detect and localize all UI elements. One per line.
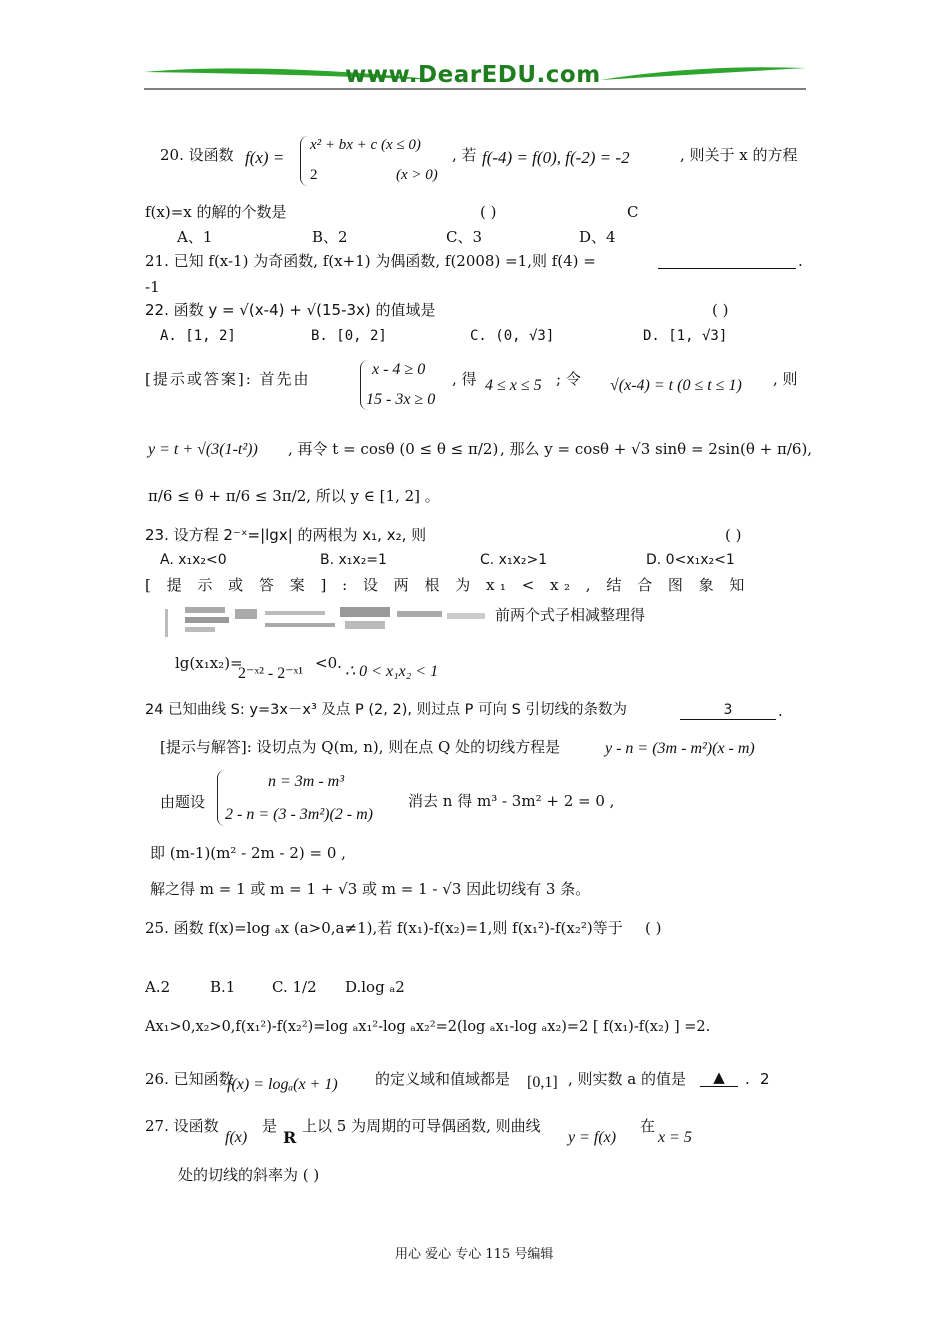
q20-option-c: C、3	[446, 228, 483, 246]
q21-dot: .	[798, 252, 803, 270]
q20-answer: C	[627, 203, 639, 221]
q27-b: 是	[262, 1117, 278, 1135]
q26-interval: [0,1]	[527, 1074, 558, 1091]
q27-line2: 处的切线的斜率为 ( )	[178, 1166, 320, 1184]
q22-option-b: B. [0, 2]	[311, 328, 387, 344]
q20-line2: f(x)=x 的解的个数是	[145, 203, 287, 221]
q27-curve: y = f(x)	[568, 1129, 617, 1146]
q22-sub: √(x-4) = t (0 ≤ t ≤ 1)	[610, 377, 742, 394]
q24-answer: 3	[680, 702, 776, 720]
q27-c: 上以 5 为周期的可导偶函数, 则曲线	[302, 1117, 541, 1135]
q24-ji: 即 (m-1)(m² - 2m - 2) = 0 ,	[150, 844, 346, 862]
q24-hint: [提示与解答]: 设切点为 Q(m, n), 则在点 Q 处的切线方程是	[160, 738, 561, 756]
q20-case2-cond: (x > 0)	[396, 167, 438, 183]
q22-range: 4 ≤ x ≤ 5	[485, 377, 542, 394]
q22-line2a: y = t + √(3(1-t²))	[148, 441, 258, 458]
right-swoosh	[600, 67, 806, 80]
q22-option-d: D. [1, √3]	[643, 328, 728, 344]
q22-sys1: x - 4 ≥ 0	[372, 361, 426, 378]
q23-line3c: <0.	[315, 654, 342, 672]
q22-option-a: A. [1, 2]	[160, 328, 236, 344]
q27-fx: f(x)	[225, 1129, 248, 1146]
q22-paren: ( )	[712, 301, 729, 319]
q23-line3d: ∴ 0 < x₁x₂ < 1	[345, 663, 439, 680]
q21-answer: -1	[145, 278, 160, 296]
q25-solution: Ax₁>0,x₂>0,f(x₁²)-f(x₂²)=log ₐx₁²-log ₐx₂²=2(log ₐx₁-log ₐx₂)=2 [ f(x₁)-f(x₂) ] =2.	[145, 1019, 711, 1035]
q27-point: x = 5	[658, 1129, 692, 1146]
q26-dot: .	[745, 1070, 750, 1088]
q23-line3a: lg(x₁x₂)=	[175, 654, 243, 672]
q20-case2: 2	[310, 167, 318, 183]
q22-line3: π/6 ≤ θ + π/6 ≤ 3π/2, 所以 y ∈ [1, 2] 。	[148, 487, 440, 505]
q26-answer: 2	[760, 1070, 770, 1088]
q20-cond: f(-4) = f(0), f(-2) = -2	[482, 148, 630, 167]
q21-blank	[658, 254, 796, 269]
q25-option-c: C. 1/2	[272, 978, 317, 996]
q27-a: 27. 设函数	[145, 1117, 219, 1135]
q25-option-b: B.1	[210, 978, 236, 996]
q24-stem: 24 已知曲线 S: y=3x－x³ 及点 P (2, 2), 则过点 P 可向 S 引切线的条数为	[145, 702, 627, 718]
site-logo: www.DearEDU.com	[345, 62, 601, 88]
q26-stem-c: , 则实数 a 的值是	[568, 1070, 687, 1088]
q22-ling: ; 令	[556, 370, 581, 388]
q22-sys2: 15 - 3x ≥ 0	[366, 391, 436, 408]
q22-line2b: , 再令 t = cosθ (0 ≤ θ ≤ π/2)	[288, 440, 499, 458]
q24-sys1: n = 3m - m³	[268, 773, 345, 790]
q23-paren: ( )	[725, 526, 742, 544]
q22-option-c: C. (0, √3]	[470, 328, 555, 344]
q26-triangle: ▲	[700, 1068, 738, 1087]
q24-tangent: y - n = (3m - m²)(x - m)	[605, 740, 755, 757]
q26-stem-b: 的定义域和值域都是	[375, 1070, 511, 1088]
q22-line2c: , 那么 y = cosθ + √3 sinθ = 2sin(θ + π/6),	[500, 440, 813, 458]
q23-option-c: C. x₁x₂>1	[480, 552, 548, 568]
q25-option-a: A.2	[145, 978, 171, 996]
q23-line3b: 2⁻ˣ² - 2⁻ˣ¹	[238, 665, 304, 682]
q20-option-d: D、4	[579, 228, 616, 246]
q24-eliminate: 消去 n 得 m³ - 3m² + 2 = 0 ,	[408, 792, 615, 810]
q24-solve: 解之得 m = 1 或 m = 1 + √3 或 m = 1 - √3 因此切线有 3 条。	[150, 880, 591, 898]
q22-ze: , 则	[773, 370, 798, 388]
q21-text: 21. 已知 f(x-1) 为奇函数, f(x+1) 为偶函数, f(2008) =1,则 f(4) =	[145, 252, 596, 270]
q23-hint: [ 提 示 或 答 案 ] : 设 两 根 为 x₁ < x₂ , 结 合 图 象 知	[145, 576, 750, 594]
q22-hint-label: [提示或答案]: 首先由	[145, 370, 311, 388]
footer: 用心 爱心 专心 115 号编辑	[395, 1247, 554, 1262]
q23-hint2: 前两个式子相减整理得	[495, 606, 646, 624]
q24-dot: .	[778, 702, 783, 720]
q23-stem: 23. 设方程 2⁻ˣ=|lgx| 的两根为 x₁, x₂, 则	[145, 526, 427, 544]
q20-ruo: , 若	[452, 146, 477, 164]
q20-brace	[300, 136, 309, 186]
q24-sys2: 2 - n = (3 - 3m²)(2 - m)	[225, 806, 373, 823]
q23-option-b: B. x₁x₂=1	[320, 552, 387, 568]
q20-paren: ( )	[480, 203, 497, 221]
q27-d: 在	[640, 1117, 656, 1135]
q25-paren: ( )	[645, 919, 662, 937]
q26-func: f(x) = logₐ(x + 1)	[227, 1076, 338, 1093]
q20-option-a: A、1	[177, 228, 213, 246]
q22-stem: 22. 函数 y = √(x-4) + √(15-3x) 的值域是	[145, 301, 436, 319]
q20-case1: x² + bx + c (x ≤ 0)	[310, 137, 421, 153]
q27-R: R	[283, 1128, 297, 1147]
q23-option-a: A. x₁x₂<0	[160, 552, 227, 568]
q26-stem-a: 26. 已知函数	[145, 1070, 234, 1088]
q20-tail: , 则关于 x 的方程	[680, 146, 798, 164]
q23-option-d: D. 0<x₁x₂<1	[646, 552, 735, 568]
q22-de: , 得	[452, 370, 477, 388]
q25-option-d: D.log ₐ2	[345, 978, 405, 996]
q24-youti: 由题设	[160, 793, 206, 811]
q20-intro: 20. 设函数	[160, 146, 234, 164]
q20-fx: f(x) =	[245, 148, 285, 167]
q20-option-b: B、2	[312, 228, 348, 246]
q25-stem: 25. 函数 f(x)=log ₐx (a>0,a≠1),若 f(x₁)-f(x₂)=1,则 f(x₁²)-f(x₂²)等于	[145, 919, 623, 937]
q23-blurred-formula	[165, 603, 490, 639]
